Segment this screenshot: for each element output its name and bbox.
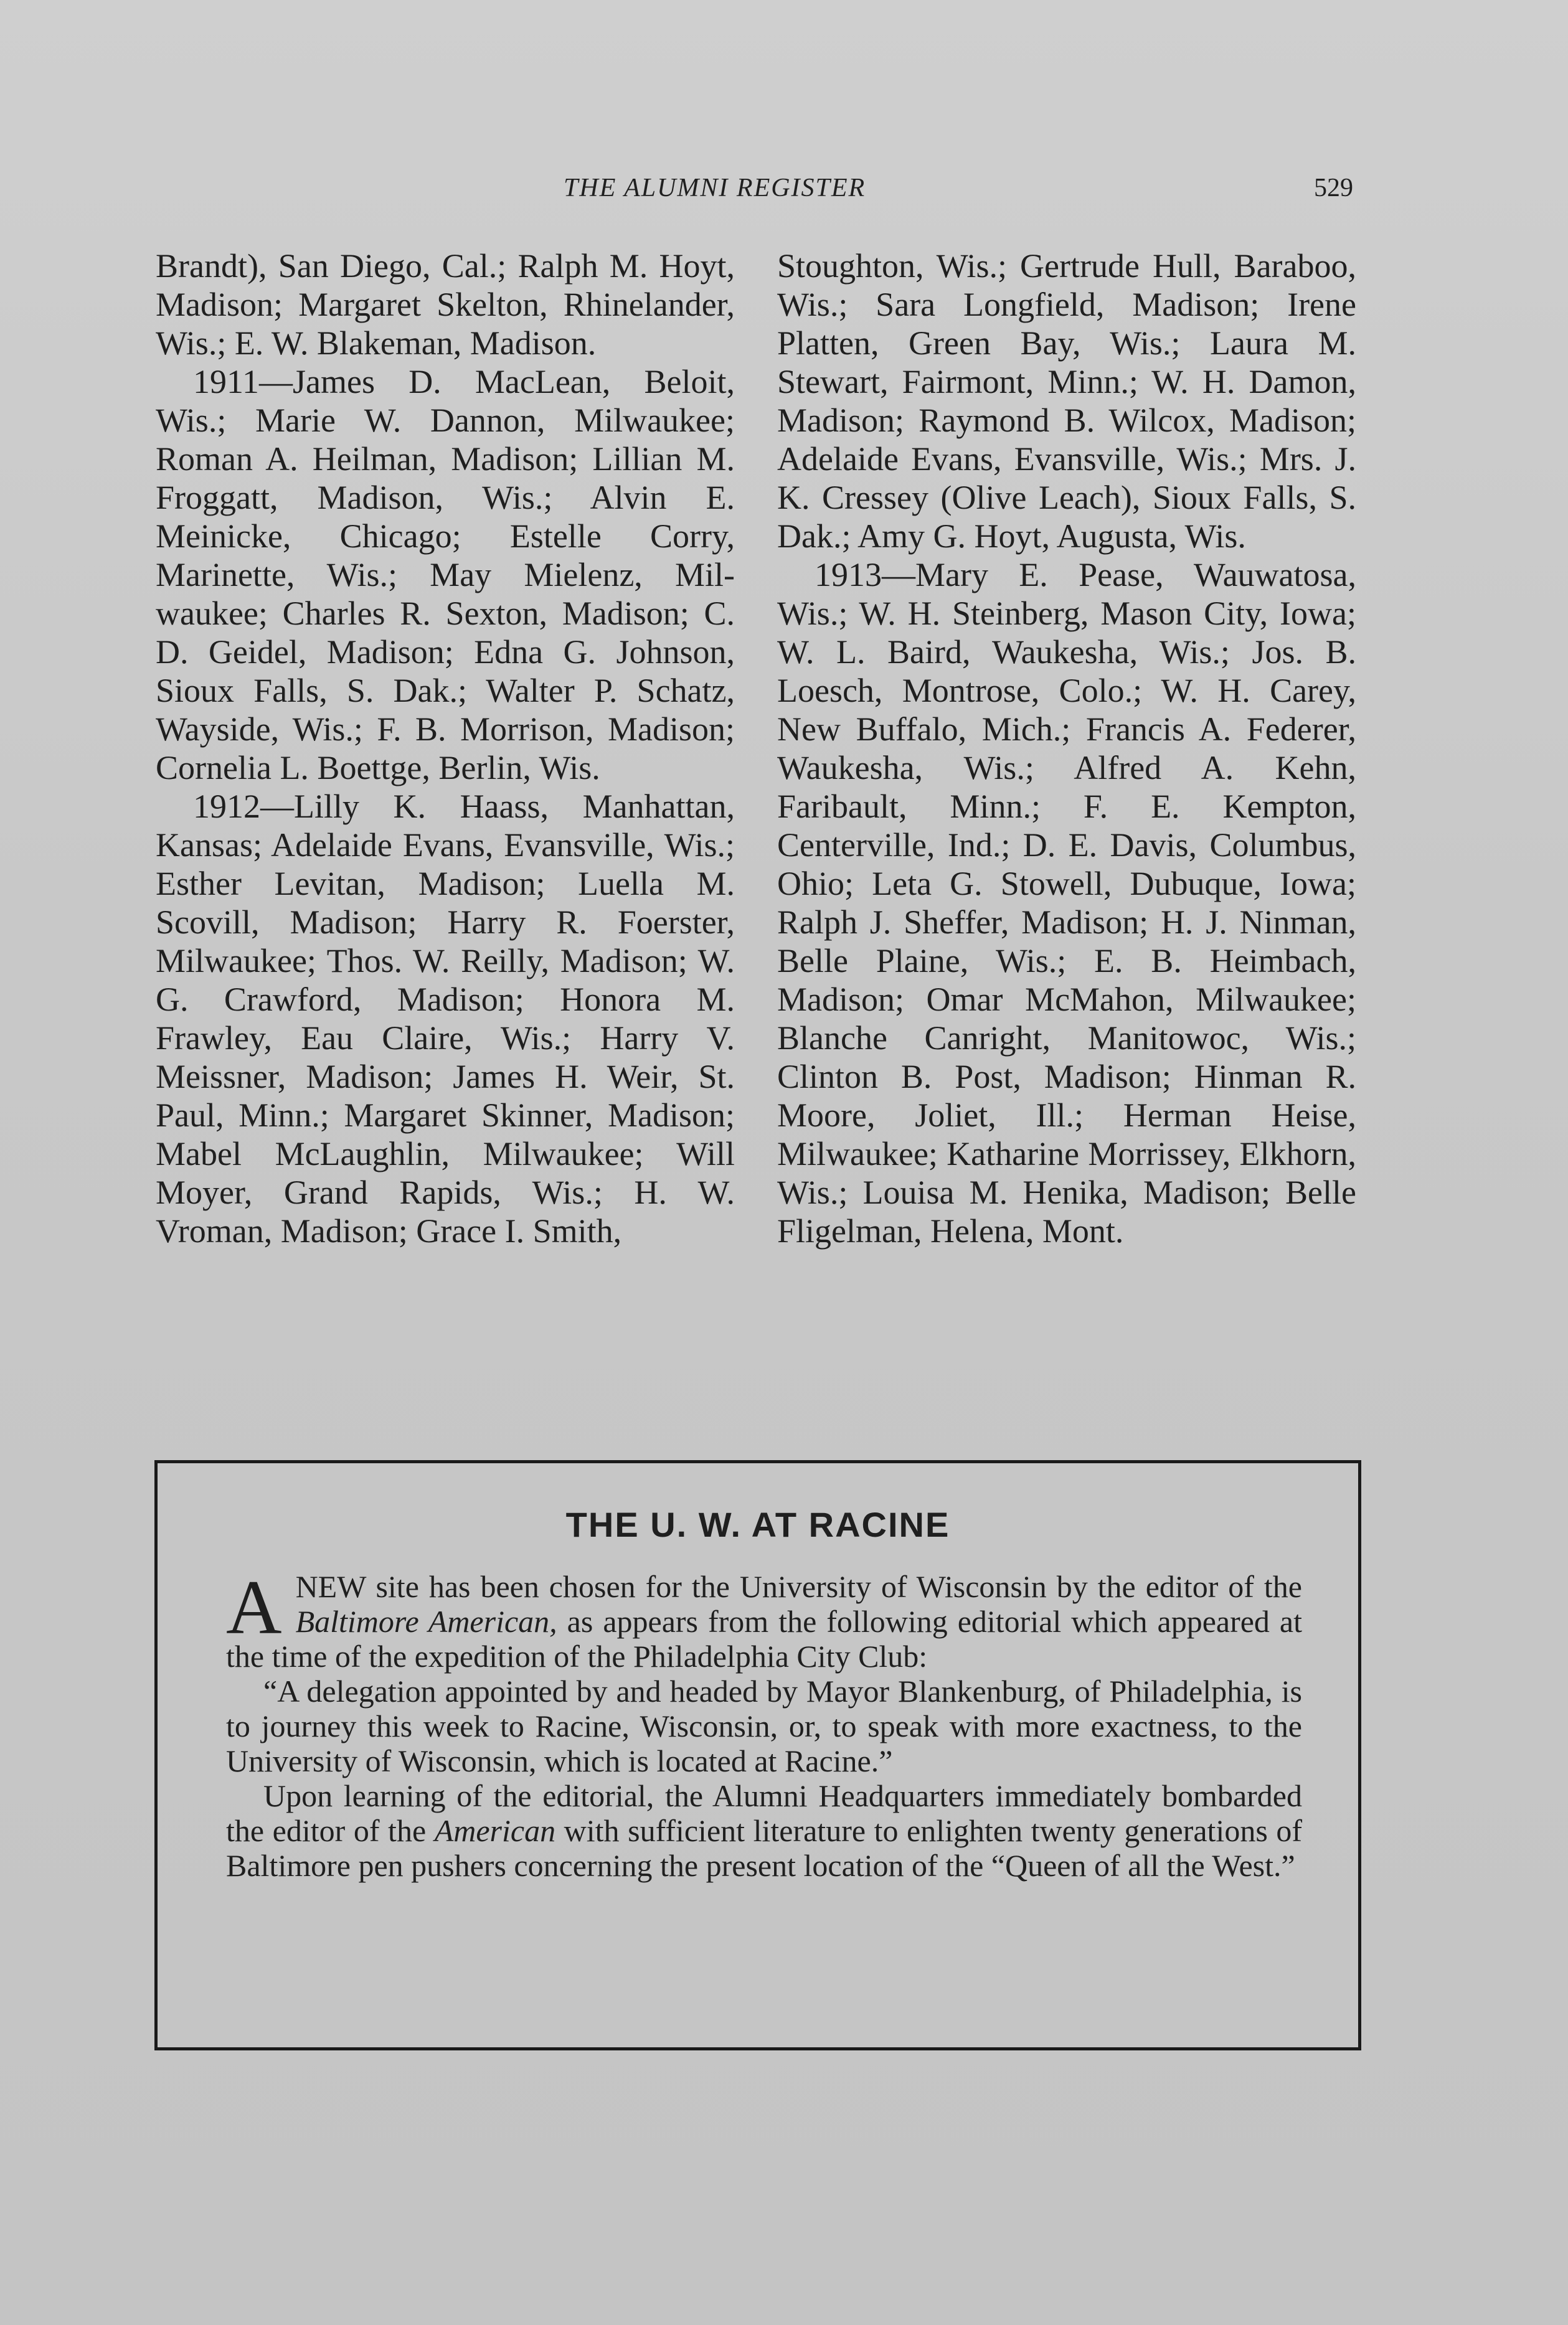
- running-head: THE ALUMNI REGISTER: [564, 174, 866, 202]
- article-p3-text-a: Upon learning of the editorial, the Alumni Headquarters immediately bombarded the editor of the: [226, 1778, 1302, 1848]
- right-paragraph-1913: 1913—Mary E. Pease, Wauwatosa, Wis.; W. H. Steinberg, Mason City, Iowa; W. L. Baird, Waukesha, Wis.; Jos. B. Loesch, Montrose, Colo.; W. H. Carey, New Buffalo, Mich.; Francis A. Federer, Waukesha, Wis.; Alfred A. Kehn, Faribault, Minn.; F. E. Kempton, Centerville, Ind.; D. E. Davis, Columbus, Ohio; Leta G. Stowell, Dubuque, Iowa; Ralph J. Sheffer, Madison; H. J. Ninman, Belle Plaine, Wis.; E. B. Heimbach, Madison; Omar McMahon, Milwaukee; Blanche Canright, Manitowoc, Wis.; Clinton B. Post, Madison; Hinman R. Moore, Joliet, Ill.; Herman Heise, Milwaukee; Katharine Morrissey, Elkhorn, Wis.; Louisa M. Henika, Madison; Belle Fligelman, Helena, Mont.: [777, 556, 1356, 1250]
- article-p1-text-a: NEW site has been chosen for the University of Wisconsin by the editor of the: [295, 1569, 1302, 1604]
- page-number: 529: [1314, 174, 1353, 202]
- article-paragraph-1: [226, 1565, 1303, 1674]
- article-p1-italic: Baltimore American,: [295, 1604, 557, 1639]
- article-p3-text-b: with sufficient literature to enlighten twenty generations of Baltimore pen pushers concerning the present location of the “Queen of all the West.”: [226, 1813, 1302, 1883]
- article-paragraph-quote: “A delegation appointed by and headed by Mayor Blankenburg, of Philadelphia, is to journey this week to Racine, Wisconsin, or, to speak with more exactness, to the University of Wisconsin, which is located at Racine.”: [226, 1674, 1302, 1778]
- page-header: [0, 168, 1568, 212]
- right-column: [777, 247, 1356, 1250]
- article-body: [226, 1565, 1303, 1883]
- right-paragraph-continuation: Stoughton, Wis.; Gertrude Hull, Baraboo, Wis.; Sara Longfield, Madison; Irene Platten, Green Bay, Wis.; Laura M. Stewart, Fairmont, Minn.; W. H. Damon, Madison; Raymond B. Wilcox, Madison; Adelaide Evans, Evansville, Wis.; Mrs. J. K. Cressey (Olive Leach), Sioux Falls, S. Dak.; Amy G. Hoyt, Augusta, Wis.: [777, 247, 1356, 555]
- article-paragraph-3: [226, 1778, 1302, 1883]
- article-p1-text-b: as appears from the following editorial which appeared at the time of the expedition of the Philadelphia City Club:: [226, 1604, 1303, 1674]
- left-paragraph-1912: 1912—Lilly K. Haass, Manhattan, Kansas; Adelaide Evans, Evansville, Wis.; Esther Levitan, Madison; Luella M. Scovill, Madison; Harry R. Foerster, Milwaukee; Thos. W. Reilly, Madison; W. G. Crawford, Madison; Honora M. Frawley, Eau Claire, Wis.; Harry V. Meissner, Madison; James H. Weir, St. Paul, Minn.; Margaret Skinner, Madison; Mabel McLaughlin, Milwaukee; Will Moyer, Grand Rapids, Wis.; H. W. Vroman, Madison; Grace I. Smith,: [156, 788, 735, 1250]
- racine-article-box: [154, 1460, 1361, 2050]
- left-paragraph-continuation: Brandt), San Diego, Cal.; Ralph M. Hoyt, Madison; Margaret Skelton, Rhinelander, Wis.; E. W. Blakeman, Madison.: [156, 247, 735, 362]
- article-title: THE U. W. AT RACINE: [565, 1505, 950, 1544]
- article-p3-italic: American: [434, 1813, 556, 1848]
- left-paragraph-1911: 1911—James D. MacLean, Beloit, Wis.; Marie W. Dannon, Milwaukee; Roman A. Heilman, Madison; Lillian M. Froggatt, Madison, Wis.; Alvin E. Meinicke, Chicago; Estelle Corry, Marinette, Wis.; May Mielenz, Milwaukee; Charles R. Sexton, Madison; C. D. Geidel, Madison; Edna G. Johnson, Sioux Falls, S. Dak.; Walter P. Schatz, Wayside, Wis.; F. B. Morrison, Madison; Cornelia L. Boettge, Berlin, Wis.: [156, 363, 735, 786]
- drop-cap: A: [226, 1565, 282, 1650]
- left-column: [156, 247, 735, 1250]
